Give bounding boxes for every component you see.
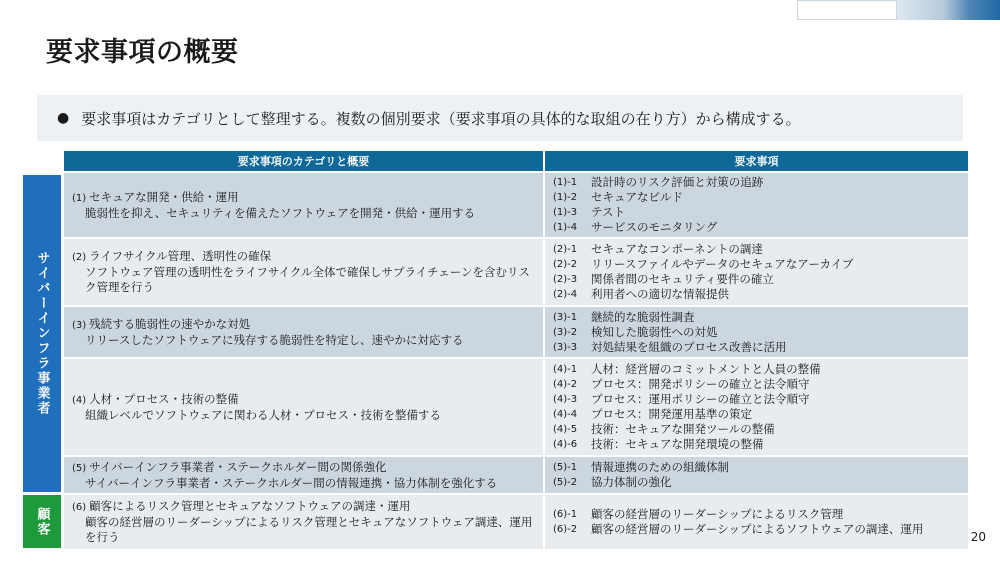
category-cell <box>64 495 545 549</box>
requirement-number: (4)-6 <box>553 439 578 450</box>
table-row <box>64 359 968 455</box>
requirement-item <box>553 392 960 407</box>
requirement-text: 顧客の経営層のリーダーシップによるリスク管理 <box>591 507 844 521</box>
requirements-cell <box>545 173 968 237</box>
category-cell <box>64 239 545 305</box>
requirement-number: (4)-3 <box>553 394 578 405</box>
requirement-number: (2)-1 <box>553 244 578 255</box>
requirement-item <box>553 257 960 272</box>
requirement-text: 協力体制の強化 <box>591 475 672 489</box>
category-title-text: 残続する脆弱性の速やかな対処 <box>89 316 251 331</box>
header-requirements: 要求事項 <box>545 151 968 171</box>
category-title <box>72 249 535 265</box>
requirement-number: (3)-2 <box>553 326 578 338</box>
category-cell <box>64 359 545 455</box>
requirement-item <box>553 475 960 490</box>
requirement-item <box>553 507 960 522</box>
requirement-item <box>553 175 960 190</box>
decoration-segment-light <box>797 0 897 20</box>
table-row <box>64 239 968 305</box>
bullet-icon: ● <box>57 110 70 126</box>
requirement-number: (1)-2 <box>553 192 578 203</box>
requirement-item <box>553 407 960 422</box>
category-cell <box>64 457 545 493</box>
requirement-text: サービスのモニタリング <box>591 220 718 234</box>
category-description: ソフトウェア管理の透明性をライフサイクル全体で確保しサプライチェーンを含むリスク管理を行う <box>85 265 530 294</box>
requirement-item <box>553 437 960 452</box>
requirement-number: (4)-2 <box>553 379 578 390</box>
requirements-table <box>64 149 968 551</box>
requirement-text: 顧客の経営層のリーダーシップによるソフトウェアの調達、運用 <box>591 522 924 536</box>
requirement-item <box>553 310 960 325</box>
category-title-text: セキュアな開発・供給・運用 <box>89 189 239 204</box>
requirement-number: (4)-1 <box>553 364 578 375</box>
requirement-item <box>553 325 960 340</box>
category-title <box>72 460 535 476</box>
requirement-text: プロセス：運用ポリシーの確立と法令順守 <box>591 392 810 406</box>
category-title <box>72 190 535 206</box>
requirement-number: (6)-1 <box>553 509 578 520</box>
category-title <box>72 499 535 515</box>
requirements-cell <box>545 359 968 455</box>
requirements-cell <box>545 307 968 357</box>
table-header-row <box>64 151 968 171</box>
category-number: (2) <box>72 252 87 263</box>
requirement-text: 技術：セキュアな開発ツールの整備 <box>591 422 775 436</box>
page-number: 20 <box>970 530 986 544</box>
requirement-item <box>553 377 960 392</box>
category-title-text: 人材・プロセス・技術の整備 <box>89 391 239 406</box>
requirement-text: 継続的な脆弱性調査 <box>591 309 695 324</box>
category-description: 組織レベルでソフトウェアに関わる人材・プロセス・技術を整備する <box>85 407 442 422</box>
summary-text: 要求事項はカテゴリとして整理する。複数の個別要求（要求事項の具体的な取組の在り方）から構成する。 <box>81 109 801 128</box>
header-decoration-band <box>797 0 1000 20</box>
requirements-cell <box>545 457 968 493</box>
requirement-text: プロセス：開発運用基準の策定 <box>591 407 752 421</box>
requirement-number: (3)-1 <box>553 311 578 323</box>
requirement-number: (4)-4 <box>553 409 578 420</box>
requirement-text: テスト <box>591 205 626 219</box>
category-number: (1) <box>72 192 87 204</box>
requirement-item <box>553 272 960 287</box>
requirement-item <box>553 190 960 205</box>
requirement-number: (6)-2 <box>553 524 578 535</box>
requirements-cell <box>545 495 968 549</box>
category-title <box>72 317 535 333</box>
category-title-text: 顧客によるリスク管理とセキュアなソフトウェアの調達・運用 <box>89 499 411 513</box>
decoration-segment-gradient <box>897 0 1000 20</box>
category-description: リリースしたソフトウェアに残存する脆弱性を特定し、速やかに対応する <box>85 332 464 347</box>
category-number: (5) <box>72 462 87 474</box>
requirement-item <box>553 340 960 355</box>
table-row <box>64 307 968 357</box>
requirement-item <box>553 242 960 257</box>
table-row <box>64 457 968 493</box>
category-title <box>72 392 535 408</box>
requirement-item <box>553 422 960 437</box>
requirement-item <box>553 205 960 220</box>
category-title-text: ライフサイクル管理、透明性の確保 <box>89 249 272 263</box>
requirement-number: (1)-1 <box>553 177 578 188</box>
requirement-item <box>553 220 960 235</box>
requirements-cell <box>545 239 968 305</box>
header-category: 要求事項のカテゴリと概要 <box>64 151 545 171</box>
category-title-text: サイバーインフラ事業者・ステークホルダー間の関係強化 <box>89 459 387 474</box>
category-number: (6) <box>72 502 87 513</box>
requirement-number: (2)-2 <box>553 259 578 270</box>
requirement-item <box>553 287 960 302</box>
group-label-customer: 顧客 <box>23 495 61 548</box>
requirement-text: 関係者間のセキュリティ要件の確立 <box>591 272 774 286</box>
requirement-text: 人材：経営層のコミットメントと人員の整備 <box>591 362 821 376</box>
table-row <box>64 495 968 549</box>
requirement-text: リリースファイルやデータのセキュアなアーカイブ <box>591 257 854 271</box>
requirement-text: 技術：セキュアな開発環境の整備 <box>591 437 764 451</box>
group-label-cyber-infra: サイバーインフラ事業者 <box>23 175 61 492</box>
requirement-text: 対処結果を組織のプロセス改善に活用 <box>591 339 787 354</box>
category-number: (4) <box>72 394 87 406</box>
table-row <box>64 173 968 237</box>
table-body <box>64 173 968 549</box>
category-cell <box>64 173 545 237</box>
category-description: 脆弱性を抑え、セキュリティを備えたソフトウェアを開発・供給・運用する <box>85 205 476 220</box>
category-number: (3) <box>72 319 87 331</box>
requirement-text: 利用者への適切な情報提供 <box>591 287 729 301</box>
category-description: サイバーインフラ事業者・ステークホルダー間の情報連携・協力体制を強化する <box>85 475 498 490</box>
page-title: 要求事項の概要 <box>46 37 239 68</box>
requirement-number: (4)-5 <box>553 424 578 435</box>
summary-box <box>37 95 963 141</box>
requirement-number: (5)-1 <box>553 462 578 473</box>
requirement-item <box>553 362 960 377</box>
requirement-item <box>553 460 960 475</box>
requirement-text: 検知した脆弱性への対処 <box>591 324 718 339</box>
requirement-text: 設計時のリスク評価と対策の追跡 <box>591 175 764 189</box>
requirement-text: セキュアなビルド <box>591 190 683 204</box>
requirement-text: プロセス：開発ポリシーの確立と法令順守 <box>591 377 810 391</box>
requirement-text: セキュアなコンポーネントの調達 <box>591 242 763 256</box>
requirement-number: (2)-4 <box>553 289 578 300</box>
requirement-item <box>553 522 960 537</box>
requirement-number: (5)-2 <box>553 477 578 488</box>
requirement-number: (2)-3 <box>553 274 578 285</box>
category-description: 顧客の経営層のリーダーシップによるリスク管理とセキュアなソフトウェア調達、運用を行う <box>85 515 533 544</box>
requirement-number: (3)-3 <box>553 341 578 353</box>
category-cell <box>64 307 545 357</box>
requirement-number: (1)-4 <box>553 222 578 233</box>
requirement-text: 情報連携のための組織体制 <box>591 460 729 474</box>
requirement-number: (1)-3 <box>553 207 578 218</box>
